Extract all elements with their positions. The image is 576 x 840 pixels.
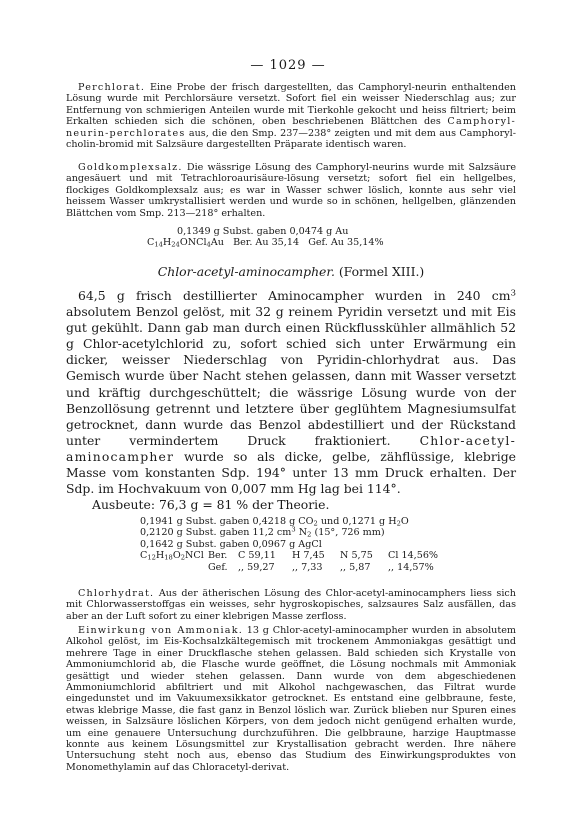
paragraph-goldkomplexsalz <box>66 162 516 219</box>
term-chlorhydrat: Chlorhydrat. <box>78 588 155 599</box>
section-heading <box>66 264 516 280</box>
text-perchlorat-2: aus, die den Smp. 237—238° zeigten und mit dem aus Camphoryl-cholin-bromid mit Salzsäure dargestellten Präparate identisch waren. <box>66 127 516 151</box>
term-goldkomplexsalz: Goldkomplexsalz. <box>78 162 183 173</box>
analysis-ber-row: $C_{12}H_{18}O_2NCl$ Ber. C 59,11 H 7,45 N 5,75 Cl 14,56% <box>140 550 439 562</box>
term-ammoniak: Einwirkung von Ammoniak. <box>78 625 243 636</box>
gold-analysis-formula-line: $C_{14}H_{24}ONCl_4Au$ Ber. Au 35,14 Gef. Au 35,14% <box>147 237 384 250</box>
paragraph-chlorhydrat: Chlorhydrat. Aus der ätherischen Lösung des Chlor-acetyl-aminocamphers liess sich mit Chlorwasserstoffgas ein weisses, sehr hygroskopisches, salzsaures Salz ausfällen, das aber an der Luft sofort zu einer klebrigen Masse zerfloss. <box>66 588 516 622</box>
heading-formel: (Formel XIII.) <box>338 264 425 279</box>
gold-ber: Ber. Au 35,14 <box>233 237 300 249</box>
main-paragraph: 64,5 g frisch destillierter Aminocampher wurden in 240 $cm^3$ absolutem Benzol gelöst, mit 32 g reinem Pyridin versetzt und mit Eis gut gekühlt. Dann gab man durch einen Rückflusskühler allmählich 52 g Chlor-acetylchlorid zu, sofort schied sich unter Erwärmung ein dicker, weisser Niederschlag von Pyridin-chlorhydrat aus. Das Gemisch wurde über Nacht stehen gelassen, dann mit Wasser versetzt und kräftig durchgeschüttelt; die wässrige Lösung wurde von der Benzollösung getrennt und letztere über geglühtem Magnesiumsulfat getrocknet, dann wurde das Benzol abdestilliert und der Rückstand unter vermindertem Druck fraktioniert. Chlor-acetyl-aminocampher wurde so als dicke, gelbe, zähflüssige, klebrige Masse vom konstanten Sdp. 194° unter 13 mm Druck erhalten. Der Sdp. im Hochvakuum von 0,007 mm Hg lag bei 114°. <box>66 288 516 497</box>
ausbeute-line: Ausbeute: 76,3 g = 81 % der Theorie. <box>92 497 330 512</box>
analysis-line-2: 0,2120 g Subst. gaben 11,2 $cm^3$ $N_2$ (15°, 726 mm) <box>140 526 385 540</box>
page-number: — 1029 — <box>250 58 326 73</box>
term-chlor-acetyl: Chlor-acetyl-aminocampher <box>66 432 516 464</box>
analysis-line-3: 0,1642 g Subst. gaben 0,0967 g AgCl <box>140 538 322 550</box>
gold-analysis-line-1: 0,1349 g Subst. gaben 0,0474 g Au <box>177 226 349 237</box>
term-perchlorates: Camphoryl-neurin-perchlorates <box>66 116 516 139</box>
paragraph-ammoniak: Einwirkung von Ammoniak. 13 g Chlor-acetyl-aminocampher wurden in absolutem Alkohol gelöst, im Eis-Kochsalzkältegemisch mit trockenem Ammoniakgas gesättigt und mehrere Tage in einer Druckflasche stehen gelassen. Bald schieden sich Krystalle von Ammoniumchlorid ab, die Flasche wurde geöffnet, die Lösung nochmals mit Ammoniak gesättigt und wieder stehen gelassen. Dann wurde von dem abgeschiedenen Ammoniumchlorid abfiltriert und mit Alkohol nachgewaschen, das Filtrat wurde eingedunstet und im Vakuumexsikkator getrocknet. Es entstand eine gelbbraune, feste, etwas klebrige Masse, die fast ganz in Benzol löslich war. Zurück blieben nur Spuren eines weissen, in Salzsäure löslichen Körpers, von dem jedoch nicht genügend erhalten wurde, um eine genauere Untersuchung durchzuführen. Die gelbbraune, harzige Hauptmasse konnte aus keinem Lösungsmittel zur Krystallisation gebracht werden. Ihre nähere Untersuchung steht noch aus, ebenso das Studium des Einwirkungsproduktes von Monomethylamin auf das Chloracetyl-derivat. <box>66 625 516 773</box>
analysis-gef-row: Gef. ,, 59,27 ,, 7,33 ,, 5,87 ,, 14,57% <box>208 561 434 573</box>
elemental-analysis <box>140 516 438 573</box>
heading-title: Chlor-acetyl-aminocampher. <box>157 264 335 279</box>
analysis-line-1: 0,1941 g Subst. gaben 0,4218 g $CO_2$ und 0,1271 g $H_2O$ <box>140 516 409 528</box>
gold-gef: Gef. Au 35,14% <box>308 237 384 249</box>
paragraph-perchlorat <box>66 82 516 150</box>
gold-analysis <box>147 226 384 250</box>
term-perchlorat: Perchlorat. <box>78 82 146 93</box>
text-goldkomplexsalz: Die wässrige Lösung des Camphoryl-neurins wurde mit Salzsäure angesäuert und mit Tetrachloroaurisäure-lösung versetzt; sofort fiel ein hellgelbes, flockiges Goldkomplexsalz aus; es war in Wasser schwer löslich, konnte aus sehr viel heissem Wasser umkrystallisiert werden und wurde so in schönen, hellgelben, glänzenden Blättchen vom Smp. 213—218° erhalten. <box>66 162 516 219</box>
text-perchlorat: Eine Probe der frisch dargestellten, das Camphoryl-neurin enthaltenden Lösung wurde mit Perchlorsäure versetzt. Sofort fiel ein weisser Niederschlag aus; zur Entfernung von schmierigen Anteilen wurde mit Tierkohle gekocht und heiss filtriert; beim Erkalten schieden sich die schönen, oben beschriebenen Blättchen des <box>66 82 516 128</box>
